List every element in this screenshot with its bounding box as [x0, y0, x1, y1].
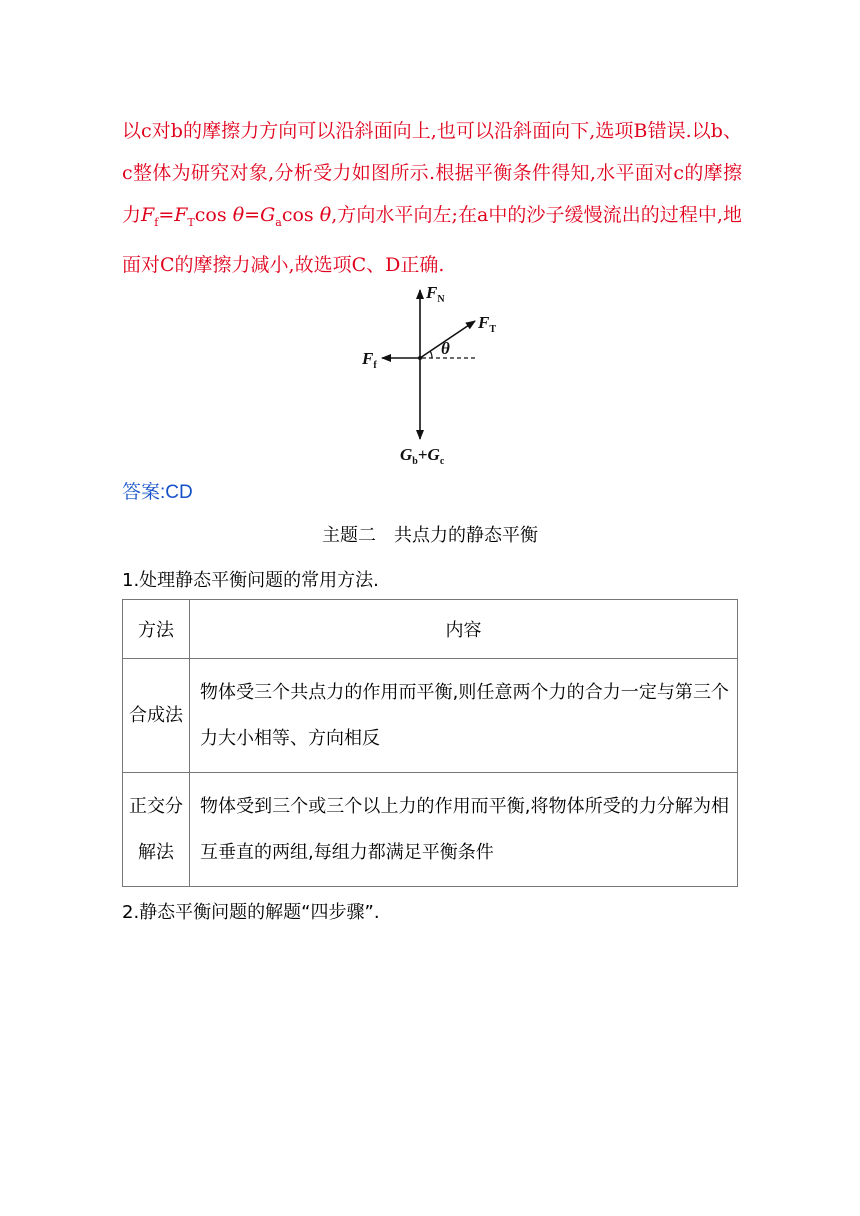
- label-ff: $F_f$: [362, 349, 377, 371]
- method-content: 物体受三个共点力的作用而平衡,则任意两个力的合力一定与第三个力大小相等、方向相反: [190, 659, 738, 773]
- cos-2: cos: [281, 204, 320, 226]
- label-ft: $F_T$: [478, 313, 497, 335]
- table-row: [123, 773, 738, 887]
- header-content: 内容: [190, 600, 738, 659]
- table-row: [123, 659, 738, 773]
- header-method: 方法: [123, 600, 190, 659]
- solution-text-2: ,方向水平向左;在a中的沙子缓慢流出的过程中,地面对C的摩擦力减小,故选项C、D正确.: [122, 204, 742, 276]
- force-diagram-svg: [340, 282, 510, 467]
- equals-1: =: [158, 204, 175, 226]
- angle-arc: [430, 351, 432, 358]
- theta-2: θ: [319, 204, 332, 226]
- symbol-ft: F: [174, 204, 188, 226]
- symbol-ga-sub: a: [275, 215, 282, 229]
- methods-table: [122, 599, 738, 887]
- symbol-ft-sub: T: [187, 215, 195, 229]
- label-theta: θ: [441, 339, 450, 358]
- section-item-1: 1.处理静态平衡问题的常用方法.: [122, 570, 379, 591]
- solution-paragraph: [122, 110, 742, 286]
- answer-line: 答案:CD: [122, 482, 193, 503]
- symbol-ff-sub: f: [154, 215, 159, 229]
- method-name: 合成法: [123, 659, 190, 773]
- method-content: 物体受到三个或三个以上力的作用而平衡,将物体所受的力分解为相互垂直的两组,每组力都满足平衡条件: [190, 773, 738, 887]
- section-item-2: 2.静态平衡问题的解题“四步骤”.: [122, 902, 380, 923]
- force-origin-dot: [418, 356, 422, 360]
- symbol-ga: G: [260, 204, 276, 226]
- solution-text-1: 以c对b的摩擦力方向可以沿斜面向上,也可以沿斜面向下,选项B错误.以b、c整体为研究对象,分析受力如图所示.根据平衡条件得知,水平面对c的摩擦力: [122, 120, 742, 226]
- method-name: 正交分解法: [123, 773, 190, 887]
- topic-title: 主题二 共点力的静态平衡: [322, 525, 538, 546]
- table-header-row: [123, 600, 738, 659]
- theta-1: θ: [232, 204, 245, 226]
- cos-1: cos: [194, 204, 233, 226]
- force-diagram: [340, 282, 510, 467]
- symbol-ff: F: [141, 204, 155, 226]
- label-gravity: $G_b+G_c$: [400, 445, 445, 467]
- label-fn: $F_N$: [426, 283, 445, 305]
- equals-2: =: [244, 204, 261, 226]
